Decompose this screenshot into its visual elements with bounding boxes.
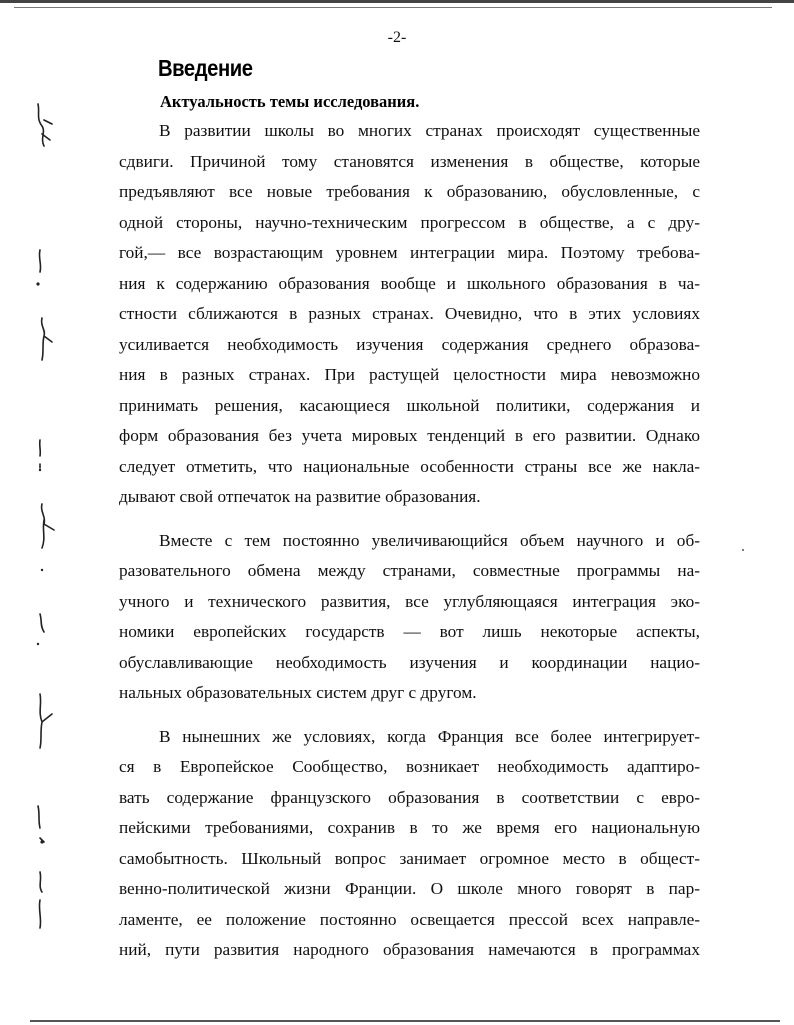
text-line: ламенте, ее положение постоянно освещается прессой всех направле- <box>119 909 700 929</box>
section-heading: Введение <box>158 55 253 81</box>
text-line: самобытность. Школьный вопрос занимает огромное место в общест- <box>119 848 700 868</box>
paragraph-1 <box>119 116 700 513</box>
text-line: ний, пути развития народного образования намечаются в программах <box>119 940 700 959</box>
text-line: следует отметить, что национальные особенности страны все же накла- <box>119 456 700 476</box>
paragraph-2 <box>119 526 700 709</box>
page-number: -2- <box>387 29 407 46</box>
text-line: предъявляют все новые требования к образованию, обусловленные, с <box>119 182 700 201</box>
text-line: принимать решения, касающиеся школьной политики, содержания и <box>119 395 700 415</box>
text-line: гой,— все возрастающим уровнем интеграции мира. Поэтому требова- <box>119 243 700 262</box>
text-line: форм образования без учета мировых тенденций в его развитии. Однако <box>119 426 700 445</box>
top-scan-line <box>14 7 772 8</box>
text-line: одной стороны, научно-техническим прогрессом в обществе, а с дру- <box>119 212 700 232</box>
text-line: венно-политической жизни Франции. О школе много говорят в пар- <box>119 879 700 898</box>
text-line: номики европейских государств — вот лишь некоторые аспекты, <box>119 622 700 641</box>
text-line: обуславливающие необходимость изучения и координации нацио- <box>119 652 700 672</box>
text-line: ния в разных странах. При растущей целостности мира невозможно <box>119 365 700 384</box>
text-line: пейскими требованиями, сохранив в то же время его национальную <box>119 818 700 837</box>
text-line: сдвиги. Причиной тому становятся изменения в обществе, которые <box>119 151 700 171</box>
top-scan-border <box>0 0 794 3</box>
bottom-scan-border <box>30 1020 780 1022</box>
body-text <box>119 116 700 979</box>
text-line: В развитии школы во многих странах происходят существенные <box>159 121 700 140</box>
text-line: вать содержание французского образования в соответствии с евро- <box>119 787 700 807</box>
text-line: Вместе с тем постоянно увеличивающийся объем научного и об- <box>159 530 700 550</box>
paragraph-3 <box>119 722 700 966</box>
section-subheading: Актуальность темы исследования. <box>160 92 420 111</box>
text-line: нальных образовательных систем друг с другом. <box>119 683 477 702</box>
text-line: учного и технического развития, все углубляющаяся интеграция эко- <box>119 591 700 611</box>
text-line: ния к содержанию образования вообще и школьного образования в ча- <box>119 273 700 293</box>
text-line: усиливается необходимость изучения содержания среднего образова- <box>119 334 700 354</box>
text-line: разовательного обмена между странами, совместные программы на- <box>119 561 700 580</box>
margin-scan-marks <box>26 100 66 960</box>
text-line: В нынешних же условиях, когда Франция все более интегрирует- <box>159 726 700 746</box>
text-line: дывают свой отпечаток на развитие образования. <box>119 487 481 506</box>
text-line: стности сближаются в разных странах. Очевидно, что в этих условиях <box>119 304 700 323</box>
scan-speck <box>742 549 744 551</box>
text-line: ся в Европейское Сообщество, возникает необходимость адаптиро- <box>119 757 700 776</box>
